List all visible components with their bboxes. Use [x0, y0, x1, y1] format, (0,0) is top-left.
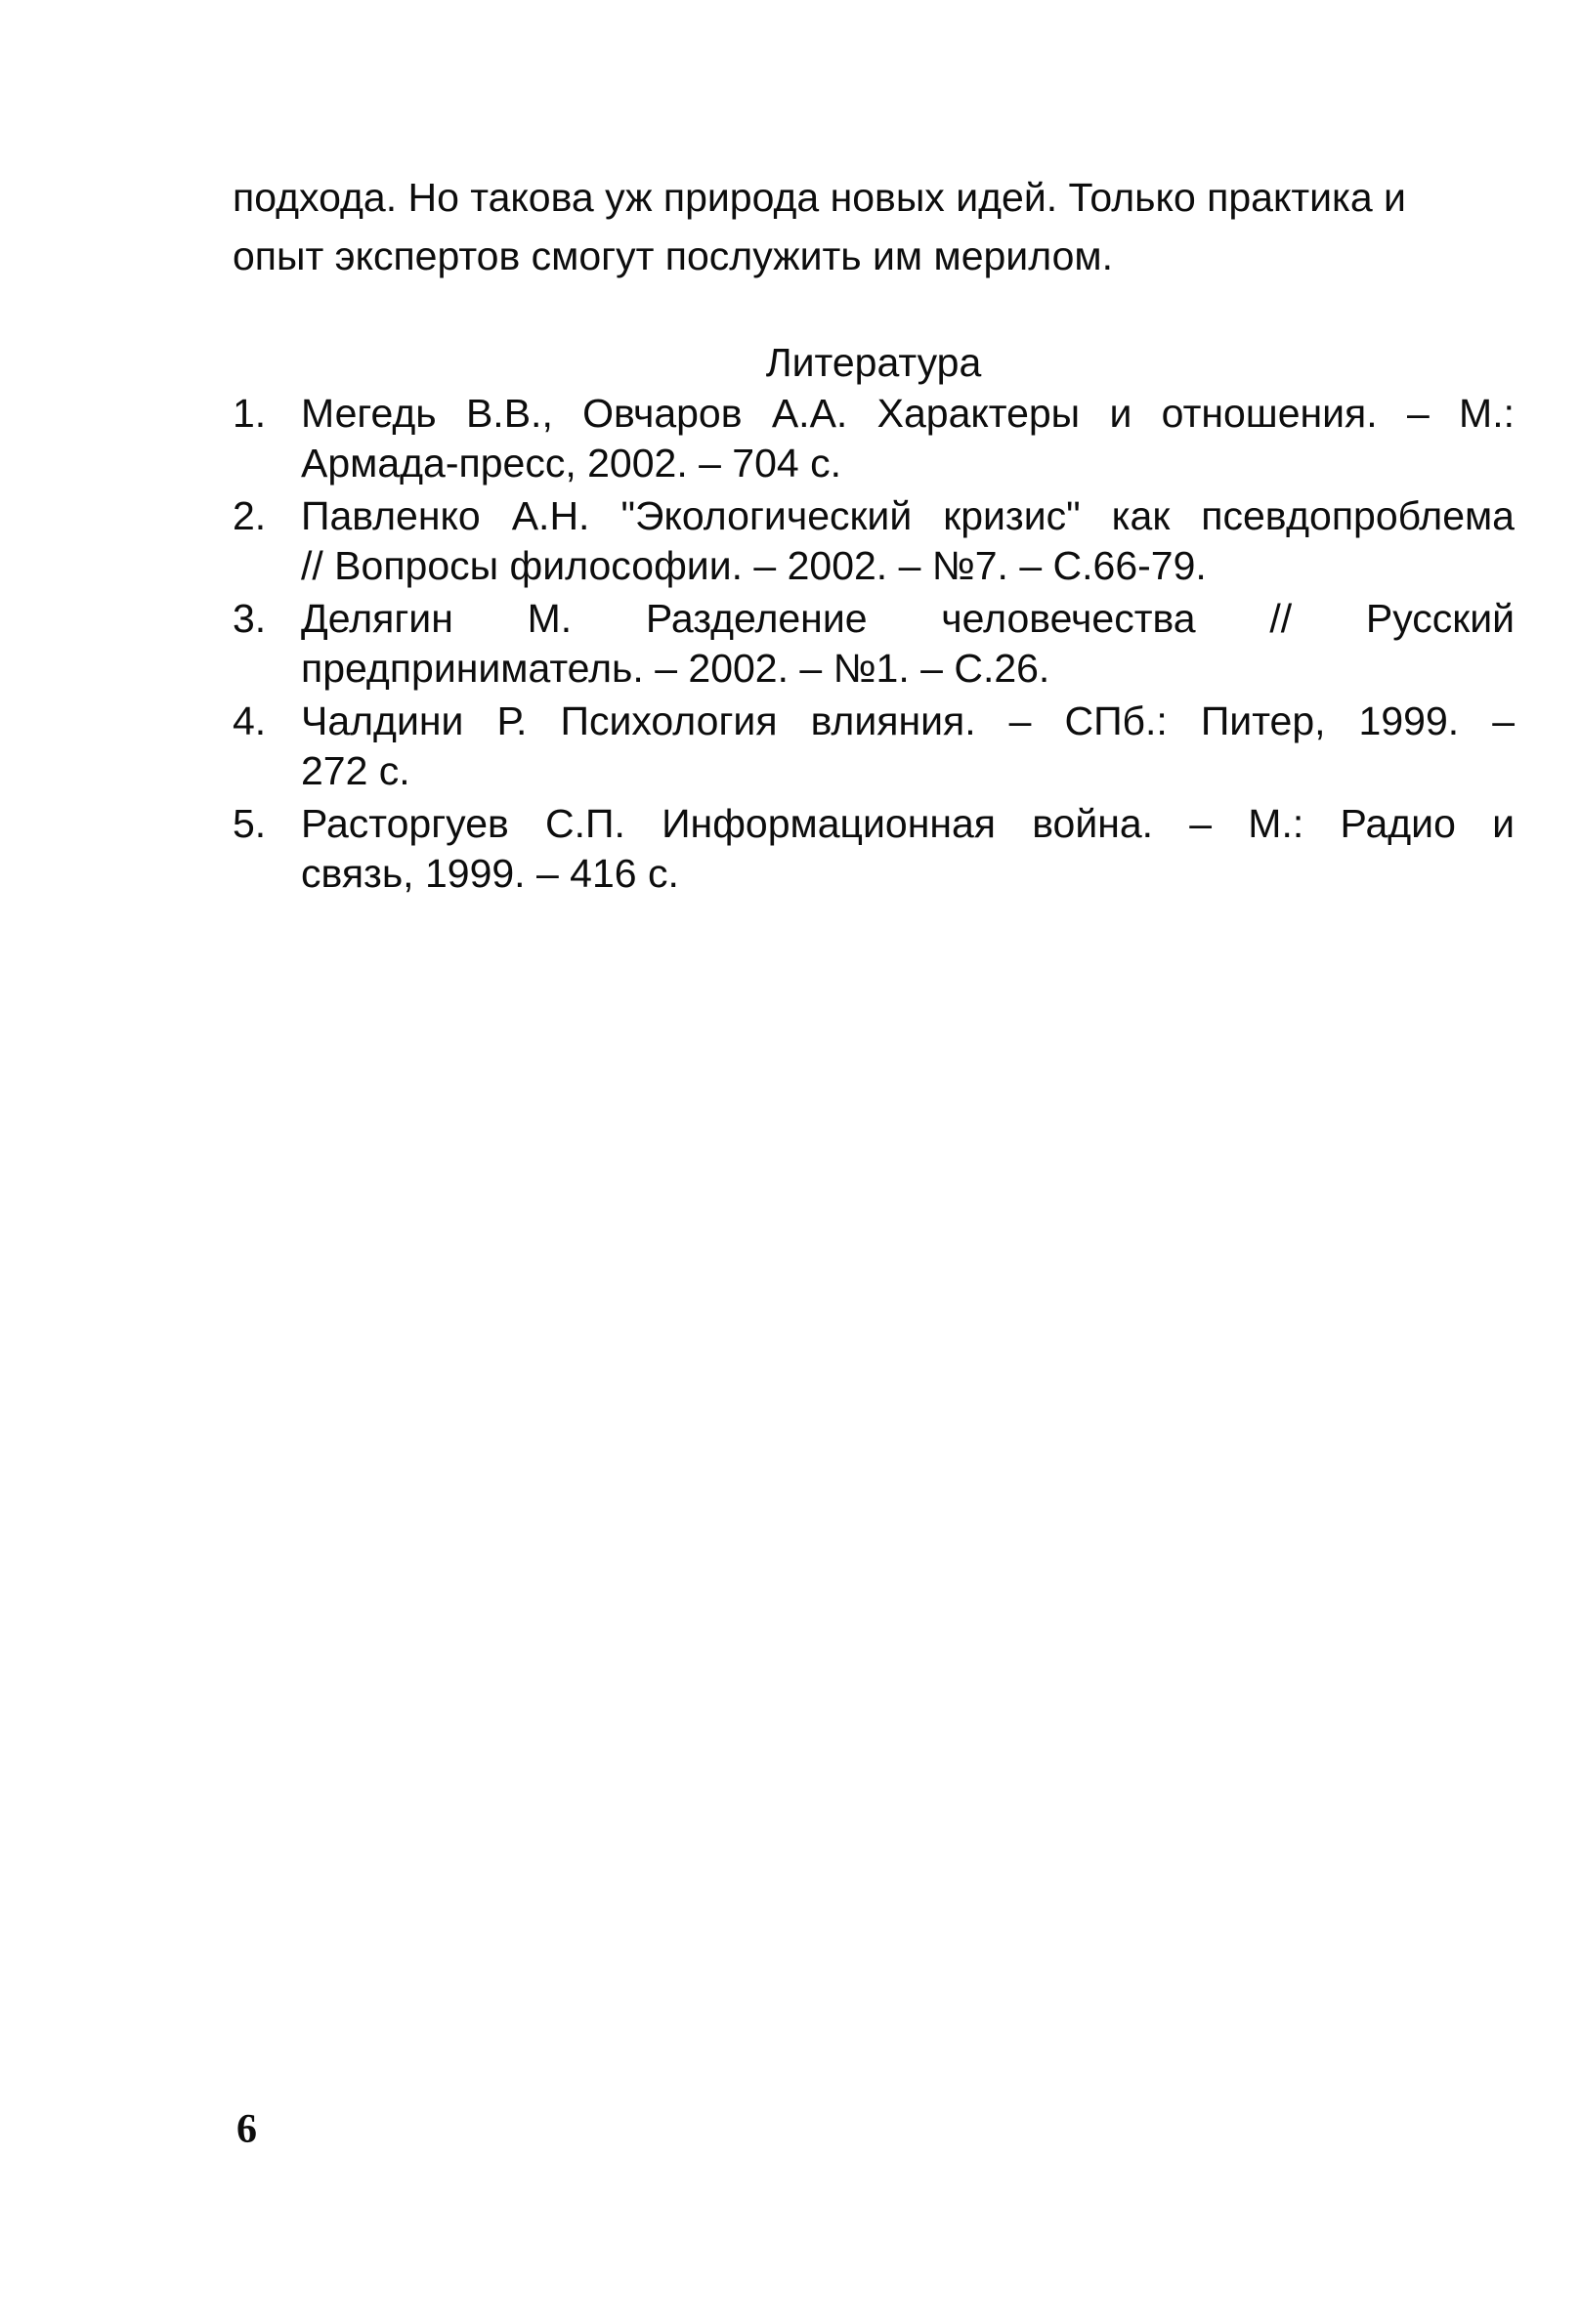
reference-line: предприниматель. – 2002. – №1. – С.26.: [301, 646, 1050, 691]
reference-number: 3.: [233, 596, 267, 641]
intro-line: подхода. Но такова уж природа новых идей. Только практика и: [233, 175, 1406, 220]
reference-number: 5.: [233, 801, 267, 846]
reference-item: [233, 697, 1515, 796]
reference-item: [233, 491, 1515, 591]
reference-line: Чалдини Р. Психология влияния. – СПб.: Питер, 1999. –: [301, 698, 1515, 743]
reference-line: Мегедь В.В., Овчаров А.А. Характеры и отношения. – М.:: [301, 391, 1515, 436]
reference-line: Делягин М. Разделение человечества // Русский: [301, 596, 1515, 641]
reference-line: 272 с.: [301, 748, 410, 793]
reference-line: Армада-пресс, 2002. – 704 с.: [301, 441, 841, 486]
reference-item: [233, 594, 1515, 694]
references-heading: Литература: [765, 340, 982, 385]
reference-number: 1.: [233, 391, 267, 436]
page-number: 6: [236, 2107, 257, 2152]
reference-line: // Вопросы философии. – 2002. – №7. – С.66-79.: [301, 543, 1207, 588]
reference-number: 4.: [233, 698, 267, 743]
reference-number: 2.: [233, 493, 267, 538]
intro-paragraph: [233, 168, 1515, 285]
reference-item: [233, 389, 1515, 488]
reference-line: Расторгуев С.П. Информационная война. – М.: Радио и: [301, 801, 1515, 846]
reference-line: связь, 1999. – 416 с.: [301, 851, 679, 896]
reference-line: Павленко А.Н. "Экологический кризис" как псевдопроблема: [301, 493, 1515, 538]
reference-item: [233, 799, 1515, 899]
references-list: [233, 389, 1515, 902]
intro-line: опыт экспертов смогут послужить им мерилом.: [233, 233, 1113, 278]
